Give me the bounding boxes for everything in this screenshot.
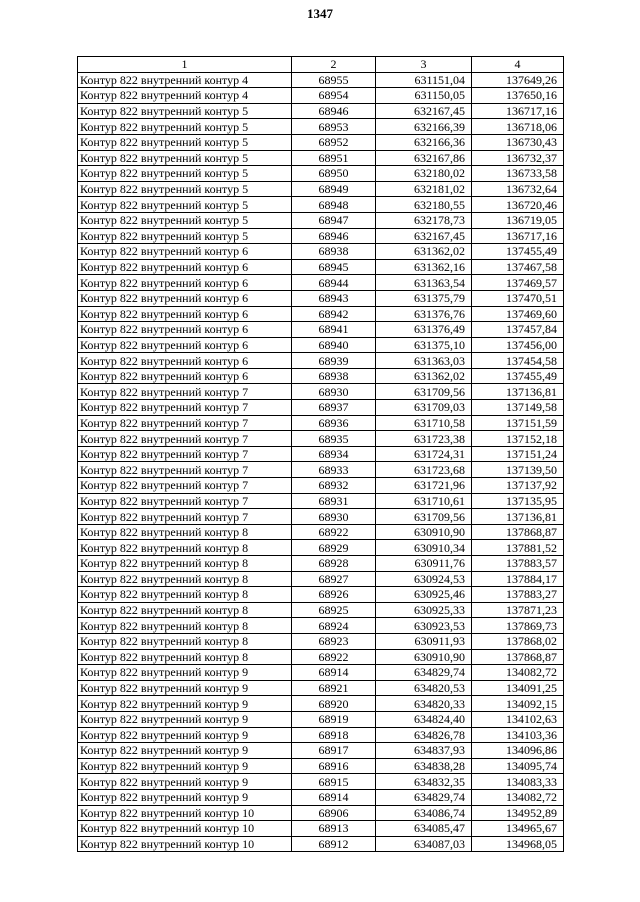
x-coordinate-cell: 630910,34 <box>376 540 472 556</box>
point-number-cell: 68935 <box>292 431 376 447</box>
contour-name-cell: Контур 822 внутренний контур 9 <box>78 665 292 681</box>
point-number-cell: 68914 <box>292 789 376 805</box>
x-coordinate-cell: 631362,02 <box>376 368 472 384</box>
point-number-cell: 68942 <box>292 306 376 322</box>
x-coordinate-cell: 634824,40 <box>376 711 472 727</box>
x-coordinate-cell: 630911,93 <box>376 633 472 649</box>
point-number-cell: 68919 <box>292 711 376 727</box>
x-coordinate-cell: 631363,03 <box>376 353 472 369</box>
y-coordinate-cell: 136719,05 <box>472 212 564 228</box>
point-number-cell: 68938 <box>292 244 376 260</box>
table-row <box>78 743 564 759</box>
contour-name-cell: Контур 822 внутренний контур 7 <box>78 415 292 431</box>
table-row <box>78 212 564 228</box>
y-coordinate-cell: 136717,16 <box>472 103 564 119</box>
x-coordinate-cell: 634838,28 <box>376 758 472 774</box>
point-number-cell: 68926 <box>292 587 376 603</box>
y-coordinate-cell: 137868,87 <box>472 649 564 665</box>
y-coordinate-cell: 134091,25 <box>472 680 564 696</box>
point-number-cell: 68947 <box>292 212 376 228</box>
contour-name-cell: Контур 822 внутренний контур 10 <box>78 836 292 852</box>
point-number-cell: 68927 <box>292 571 376 587</box>
x-coordinate-cell: 630923,53 <box>376 618 472 634</box>
table-row <box>78 353 564 369</box>
column-header: 4 <box>472 57 564 73</box>
table-row <box>78 88 564 104</box>
y-coordinate-cell: 137868,02 <box>472 633 564 649</box>
table-row <box>78 150 564 166</box>
point-number-cell: 68929 <box>292 540 376 556</box>
table-row <box>78 649 564 665</box>
x-coordinate-cell: 630925,33 <box>376 602 472 618</box>
point-number-cell: 68923 <box>292 633 376 649</box>
contour-name-cell: Контур 822 внутренний контур 7 <box>78 462 292 478</box>
contour-name-cell: Контур 822 внутренний контур 8 <box>78 602 292 618</box>
contour-name-cell: Контур 822 внутренний контур 9 <box>78 680 292 696</box>
table-row <box>78 665 564 681</box>
y-coordinate-cell: 134082,72 <box>472 789 564 805</box>
y-coordinate-cell: 137883,27 <box>472 587 564 603</box>
x-coordinate-cell: 634829,74 <box>376 665 472 681</box>
y-coordinate-cell: 137152,18 <box>472 431 564 447</box>
x-coordinate-cell: 634085,47 <box>376 821 472 837</box>
point-number-cell: 68925 <box>292 602 376 618</box>
x-coordinate-cell: 631363,54 <box>376 275 472 291</box>
point-number-cell: 68922 <box>292 649 376 665</box>
page-number: 1347 <box>307 6 333 21</box>
table-row <box>78 306 564 322</box>
x-coordinate-cell: 634820,33 <box>376 696 472 712</box>
table-row <box>78 197 564 213</box>
contour-name-cell: Контур 822 внутренний контур 6 <box>78 306 292 322</box>
x-coordinate-cell: 634820,53 <box>376 680 472 696</box>
point-number-cell: 68934 <box>292 446 376 462</box>
x-coordinate-cell: 632180,55 <box>376 197 472 213</box>
x-coordinate-cell: 631723,38 <box>376 431 472 447</box>
y-coordinate-cell: 137881,52 <box>472 540 564 556</box>
point-number-cell: 68921 <box>292 680 376 696</box>
x-coordinate-cell: 631721,96 <box>376 478 472 494</box>
column-header: 3 <box>376 57 472 73</box>
table-row <box>78 774 564 790</box>
table-row <box>78 478 564 494</box>
x-coordinate-cell: 632181,02 <box>376 181 472 197</box>
contour-name-cell: Контур 822 внутренний контур 9 <box>78 727 292 743</box>
point-number-cell: 68945 <box>292 259 376 275</box>
point-number-cell: 68932 <box>292 478 376 494</box>
contour-name-cell: Контур 822 внутренний контур 5 <box>78 134 292 150</box>
x-coordinate-cell: 632166,36 <box>376 134 472 150</box>
point-number-cell: 68946 <box>292 228 376 244</box>
x-coordinate-cell: 631723,68 <box>376 462 472 478</box>
contour-name-cell: Контур 822 внутренний контур 5 <box>78 166 292 182</box>
x-coordinate-cell: 630925,46 <box>376 587 472 603</box>
table-row <box>78 384 564 400</box>
point-number-cell: 68943 <box>292 290 376 306</box>
table-row <box>78 103 564 119</box>
point-number-cell: 68952 <box>292 134 376 150</box>
point-number-cell: 68940 <box>292 337 376 353</box>
point-number-cell: 68941 <box>292 322 376 338</box>
contour-name-cell: Контур 822 внутренний контур 6 <box>78 322 292 338</box>
y-coordinate-cell: 137139,50 <box>472 462 564 478</box>
table-row <box>78 322 564 338</box>
point-number-cell: 68944 <box>292 275 376 291</box>
y-coordinate-cell: 134102,63 <box>472 711 564 727</box>
contour-name-cell: Контур 822 внутренний контур 6 <box>78 259 292 275</box>
y-coordinate-cell: 136733,58 <box>472 166 564 182</box>
point-number-cell: 68954 <box>292 88 376 104</box>
table-row <box>78 618 564 634</box>
table-row <box>78 587 564 603</box>
y-coordinate-cell: 134095,74 <box>472 758 564 774</box>
y-coordinate-cell: 136732,37 <box>472 150 564 166</box>
y-coordinate-cell: 137454,58 <box>472 353 564 369</box>
x-coordinate-cell: 631150,05 <box>376 88 472 104</box>
table-row <box>78 72 564 88</box>
point-number-cell: 68922 <box>292 524 376 540</box>
table-row <box>78 337 564 353</box>
x-coordinate-cell: 630911,76 <box>376 556 472 572</box>
contour-name-cell: Контур 822 внутренний контур 7 <box>78 446 292 462</box>
table-row <box>78 633 564 649</box>
y-coordinate-cell: 137135,95 <box>472 493 564 509</box>
table-row <box>78 509 564 525</box>
contour-name-cell: Контур 822 внутренний контур 5 <box>78 103 292 119</box>
point-number-cell: 68955 <box>292 72 376 88</box>
table-row <box>78 400 564 416</box>
contour-name-cell: Контур 822 внутренний контур 5 <box>78 181 292 197</box>
table-row <box>78 571 564 587</box>
contour-name-cell: Контур 822 внутренний контур 6 <box>78 290 292 306</box>
y-coordinate-cell: 136730,43 <box>472 134 564 150</box>
y-coordinate-cell: 137467,58 <box>472 259 564 275</box>
contour-name-cell: Контур 822 внутренний контур 8 <box>78 633 292 649</box>
table-row <box>78 290 564 306</box>
table-row <box>78 244 564 260</box>
point-number-cell: 68920 <box>292 696 376 712</box>
contour-name-cell: Контур 822 внутренний контур 8 <box>78 587 292 603</box>
contour-name-cell: Контур 822 внутренний контур 8 <box>78 571 292 587</box>
point-number-cell: 68950 <box>292 166 376 182</box>
point-number-cell: 68937 <box>292 400 376 416</box>
point-number-cell: 68913 <box>292 821 376 837</box>
contour-name-cell: Контур 822 внутренний контур 4 <box>78 88 292 104</box>
point-number-cell: 68917 <box>292 743 376 759</box>
x-coordinate-cell: 630924,53 <box>376 571 472 587</box>
x-coordinate-cell: 631709,03 <box>376 400 472 416</box>
table-row <box>78 166 564 182</box>
table-row <box>78 556 564 572</box>
y-coordinate-cell: 134083,33 <box>472 774 564 790</box>
y-coordinate-cell: 137137,92 <box>472 478 564 494</box>
y-coordinate-cell: 137883,57 <box>472 556 564 572</box>
point-number-cell: 68918 <box>292 727 376 743</box>
table-body <box>78 72 564 852</box>
x-coordinate-cell: 630910,90 <box>376 524 472 540</box>
contour-name-cell: Контур 822 внутренний контур 9 <box>78 789 292 805</box>
point-number-cell: 68916 <box>292 758 376 774</box>
y-coordinate-cell: 134082,72 <box>472 665 564 681</box>
contour-name-cell: Контур 822 внутренний контур 7 <box>78 400 292 416</box>
table-row <box>78 134 564 150</box>
x-coordinate-cell: 631376,49 <box>376 322 472 338</box>
point-number-cell: 68912 <box>292 836 376 852</box>
contour-name-cell: Контур 822 внутренний контур 8 <box>78 649 292 665</box>
contour-name-cell: Контур 822 внутренний контур 7 <box>78 509 292 525</box>
contour-name-cell: Контур 822 внутренний контур 5 <box>78 197 292 213</box>
point-number-cell: 68930 <box>292 384 376 400</box>
y-coordinate-cell: 136720,46 <box>472 197 564 213</box>
point-number-cell: 68948 <box>292 197 376 213</box>
contour-name-cell: Контур 822 внутренний контур 6 <box>78 337 292 353</box>
contour-name-cell: Контур 822 внутренний контур 6 <box>78 368 292 384</box>
contour-name-cell: Контур 822 внутренний контур 5 <box>78 150 292 166</box>
x-coordinate-cell: 630910,90 <box>376 649 472 665</box>
x-coordinate-cell: 632167,45 <box>376 228 472 244</box>
x-coordinate-cell: 631375,10 <box>376 337 472 353</box>
x-coordinate-cell: 632167,86 <box>376 150 472 166</box>
y-coordinate-cell: 137455,49 <box>472 244 564 260</box>
table-row <box>78 119 564 135</box>
x-coordinate-cell: 631710,61 <box>376 493 472 509</box>
x-coordinate-cell: 634087,03 <box>376 836 472 852</box>
y-coordinate-cell: 137469,60 <box>472 306 564 322</box>
x-coordinate-cell: 632166,39 <box>376 119 472 135</box>
point-number-cell: 68928 <box>292 556 376 572</box>
y-coordinate-cell: 137151,59 <box>472 415 564 431</box>
contour-name-cell: Контур 822 внутренний контур 4 <box>78 72 292 88</box>
contour-name-cell: Контур 822 внутренний контур 6 <box>78 244 292 260</box>
x-coordinate-cell: 632180,02 <box>376 166 472 182</box>
y-coordinate-cell: 134092,15 <box>472 696 564 712</box>
y-coordinate-cell: 136718,06 <box>472 119 564 135</box>
y-coordinate-cell: 136717,16 <box>472 228 564 244</box>
contour-name-cell: Контур 822 внутренний контур 5 <box>78 119 292 135</box>
point-number-cell: 68946 <box>292 103 376 119</box>
contour-name-cell: Контур 822 внутренний контур 5 <box>78 228 292 244</box>
y-coordinate-cell: 137871,23 <box>472 602 564 618</box>
column-header: 1 <box>78 57 292 73</box>
y-coordinate-cell: 137136,81 <box>472 509 564 525</box>
column-header: 2 <box>292 57 376 73</box>
table-row <box>78 259 564 275</box>
table-row <box>78 758 564 774</box>
y-coordinate-cell: 137456,00 <box>472 337 564 353</box>
point-number-cell: 68931 <box>292 493 376 509</box>
x-coordinate-cell: 631375,79 <box>376 290 472 306</box>
y-coordinate-cell: 137470,51 <box>472 290 564 306</box>
point-number-cell: 68906 <box>292 805 376 821</box>
contour-name-cell: Контур 822 внутренний контур 9 <box>78 774 292 790</box>
contour-name-cell: Контур 822 внутренний контур 10 <box>78 805 292 821</box>
table-row <box>78 524 564 540</box>
contour-name-cell: Контур 822 внутренний контур 7 <box>78 431 292 447</box>
table-row <box>78 805 564 821</box>
x-coordinate-cell: 632178,73 <box>376 212 472 228</box>
table-header-row <box>78 57 564 73</box>
x-coordinate-cell: 631710,58 <box>376 415 472 431</box>
point-number-cell: 68924 <box>292 618 376 634</box>
table-row <box>78 228 564 244</box>
table-row <box>78 446 564 462</box>
table-row <box>78 415 564 431</box>
y-coordinate-cell: 137149,58 <box>472 400 564 416</box>
x-coordinate-cell: 631709,56 <box>376 509 472 525</box>
contour-name-cell: Контур 822 внутренний контур 7 <box>78 478 292 494</box>
table-row <box>78 275 564 291</box>
table-row <box>78 836 564 852</box>
point-number-cell: 68930 <box>292 509 376 525</box>
point-number-cell: 68938 <box>292 368 376 384</box>
contour-name-cell: Контур 822 внутренний контур 6 <box>78 275 292 291</box>
point-number-cell: 68939 <box>292 353 376 369</box>
y-coordinate-cell: 134103,36 <box>472 727 564 743</box>
x-coordinate-cell: 631376,76 <box>376 306 472 322</box>
y-coordinate-cell: 137151,24 <box>472 446 564 462</box>
table-row <box>78 540 564 556</box>
contour-name-cell: Контур 822 внутренний контур 7 <box>78 493 292 509</box>
y-coordinate-cell: 134965,67 <box>472 821 564 837</box>
point-number-cell: 68949 <box>292 181 376 197</box>
contour-name-cell: Контур 822 внутренний контур 10 <box>78 821 292 837</box>
x-coordinate-cell: 634829,74 <box>376 789 472 805</box>
x-coordinate-cell: 632167,45 <box>376 103 472 119</box>
contour-name-cell: Контур 822 внутренний контур 9 <box>78 711 292 727</box>
point-number-cell: 68933 <box>292 462 376 478</box>
table-row <box>78 821 564 837</box>
point-number-cell: 68914 <box>292 665 376 681</box>
x-coordinate-cell: 631362,02 <box>376 244 472 260</box>
table-row <box>78 431 564 447</box>
contour-name-cell: Контур 822 внутренний контур 9 <box>78 696 292 712</box>
point-number-cell: 68951 <box>292 150 376 166</box>
coordinates-table <box>77 56 564 852</box>
x-coordinate-cell: 631724,31 <box>376 446 472 462</box>
y-coordinate-cell: 134096,86 <box>472 743 564 759</box>
x-coordinate-cell: 634832,35 <box>376 774 472 790</box>
contour-name-cell: Контур 822 внутренний контур 7 <box>78 384 292 400</box>
x-coordinate-cell: 634086,74 <box>376 805 472 821</box>
contour-name-cell: Контур 822 внутренний контур 6 <box>78 353 292 369</box>
point-number-cell: 68915 <box>292 774 376 790</box>
contour-name-cell: Контур 822 внутренний контур 8 <box>78 618 292 634</box>
contour-name-cell: Контур 822 внутренний контур 8 <box>78 524 292 540</box>
contour-name-cell: Контур 822 внутренний контур 8 <box>78 556 292 572</box>
x-coordinate-cell: 634826,78 <box>376 727 472 743</box>
y-coordinate-cell: 137455,49 <box>472 368 564 384</box>
point-number-cell: 68936 <box>292 415 376 431</box>
table-row <box>78 696 564 712</box>
table-row <box>78 711 564 727</box>
table-row <box>78 789 564 805</box>
table-row <box>78 181 564 197</box>
table-row <box>78 493 564 509</box>
contour-name-cell: Контур 822 внутренний контур 8 <box>78 540 292 556</box>
contour-name-cell: Контур 822 внутренний контур 9 <box>78 743 292 759</box>
y-coordinate-cell: 134952,89 <box>472 805 564 821</box>
table-row <box>78 368 564 384</box>
x-coordinate-cell: 631709,56 <box>376 384 472 400</box>
contour-name-cell: Контур 822 внутренний контур 5 <box>78 212 292 228</box>
y-coordinate-cell: 137884,17 <box>472 571 564 587</box>
y-coordinate-cell: 137457,84 <box>472 322 564 338</box>
y-coordinate-cell: 137469,57 <box>472 275 564 291</box>
y-coordinate-cell: 137868,87 <box>472 524 564 540</box>
y-coordinate-cell: 137869,73 <box>472 618 564 634</box>
point-number-cell: 68953 <box>292 119 376 135</box>
x-coordinate-cell: 631151,04 <box>376 72 472 88</box>
y-coordinate-cell: 137649,26 <box>472 72 564 88</box>
y-coordinate-cell: 137650,16 <box>472 88 564 104</box>
contour-name-cell: Контур 822 внутренний контур 9 <box>78 758 292 774</box>
table-row <box>78 727 564 743</box>
y-coordinate-cell: 136732,64 <box>472 181 564 197</box>
x-coordinate-cell: 631362,16 <box>376 259 472 275</box>
y-coordinate-cell: 137136,81 <box>472 384 564 400</box>
y-coordinate-cell: 134968,05 <box>472 836 564 852</box>
x-coordinate-cell: 634837,93 <box>376 743 472 759</box>
table-row <box>78 602 564 618</box>
table-row <box>78 680 564 696</box>
table-row <box>78 462 564 478</box>
